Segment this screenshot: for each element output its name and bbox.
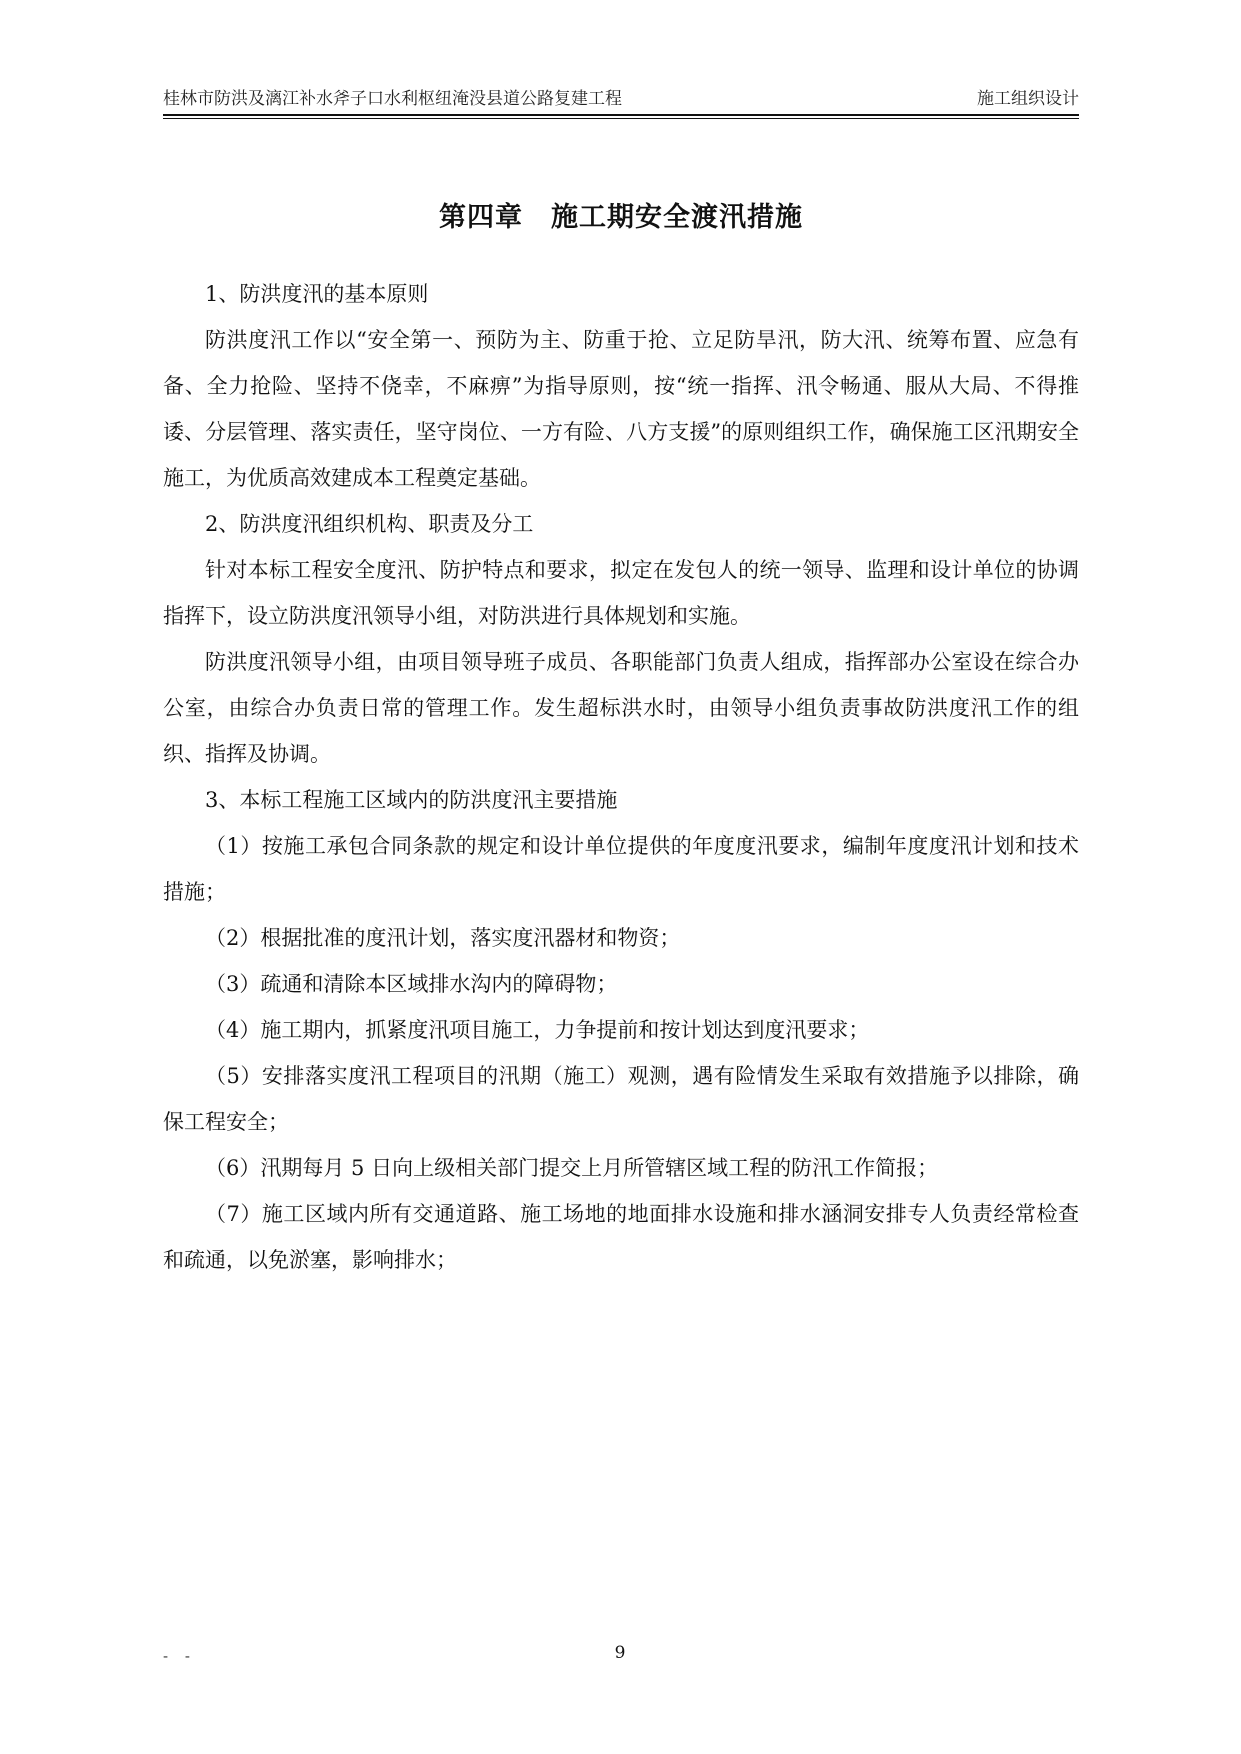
- header-rule-thick: [163, 114, 1079, 116]
- body-content: [163, 271, 1079, 1283]
- measure-item-4: （4）施工期内，抓紧度汛项目施工，力争提前和按计划达到度汛要求；: [205, 1018, 870, 1042]
- header-rule-thin: [163, 118, 1079, 119]
- section-heading-3: 3、本标工程施工区域内的防洪度汛主要措施: [205, 788, 618, 812]
- footer-mark: - -: [163, 1647, 196, 1665]
- measure-item-2: （2）根据批准的度汛计划，落实度汛器材和物资；: [205, 926, 681, 950]
- page-header: [163, 86, 1079, 112]
- measure-item-3: （3）疏通和清除本区域排水沟内的障碍物；: [205, 972, 618, 996]
- measure-item-7: （7）施工区域内所有交通道路、施工场地的地面排水设施和排水涵洞安排专人负责经常检查和疏通，以免淤塞，影响排水；: [163, 1202, 1079, 1272]
- header-document-type: 施工组织设计: [977, 89, 1079, 109]
- measure-item-5: （5）安排落实度汛工程项目的汛期（施工）观测，遇有险情发生采取有效措施予以排除，确保工程安全；: [163, 1064, 1079, 1134]
- paragraph-organization: 针对本标工程安全度汛、防护特点和要求，拟定在发包人的统一领导、监理和设计单位的协调指挥下，设立防洪度汛领导小组，对防洪进行具体规划和实施。: [163, 558, 1079, 628]
- measure-item-6: （6）汛期每月 5 日向上级相关部门提交上月所管辖区域工程的防汛工作简报；: [205, 1156, 939, 1180]
- section-heading-2: 2、防洪度汛组织机构、职责及分工: [205, 512, 534, 536]
- paragraph-principles: 防洪度汛工作以“安全第一、预防为主、防重于抢、立足防旱汛，防大汛、统筹布置、应急有备、全力抢险、坚持不侥幸，不麻痹”为指导原则，按“统一指挥、汛令畅通、服从大局、不得推诿、分层管理、落实责任，坚守岗位、一方有险、八方支援”的原则组织工作，确保施工区汛期安全施工，为优质高效建成本工程奠定基础。: [163, 328, 1079, 490]
- measure-item-1: （1）按施工承包合同条款的规定和设计单位提供的年度度汛要求，编制年度度汛计划和技术措施；: [163, 834, 1079, 904]
- section-heading-1: 1、防洪度汛的基本原则: [205, 282, 429, 306]
- paragraph-leadership-group: 防洪度汛领导小组，由项目领导班子成员、各职能部门负责人组成，指挥部办公室设在综合办公室，由综合办负责日常的管理工作。发生超标洪水时，由领导小组负责事故防洪度汛工作的组织、指挥及协调。: [163, 650, 1079, 766]
- page-number: 9: [614, 1643, 626, 1663]
- header-project-title: 桂林市防洪及漓江补水斧子口水利枢纽淹没县道公路复建工程: [163, 89, 622, 109]
- chapter-title: 第四章 施工期安全渡汛措施: [439, 202, 803, 233]
